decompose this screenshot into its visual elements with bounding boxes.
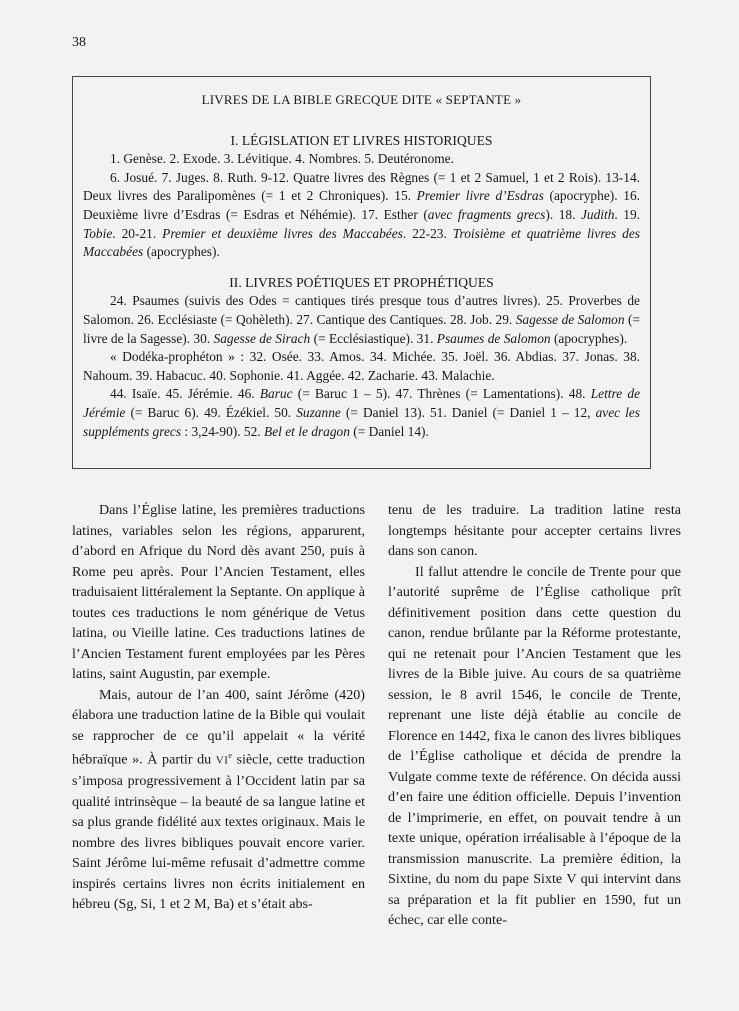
book-list-paragraph: 6. Josué. 7. Juges. 8. Ruth. 9-12. Quatre livres des Règnes (= 1 et 2 Samuel, 1 et 2 Rois). 13-14. Deux livres des Paralipomènes (= 1 et 2 Chroniques). 15. Premier livre d’Esdras (apocryphe). 16. Deuxième livre d’Esdras (= Esdras et Néhémie). 17. Esther (avec fragments grecs). 18. Judith. 19. Tobie. 20-21. Premier et deuxième livres des Maccabées. 22-23. Troisième et quatrième livres des Maccabées (apocryphes). xyxy=(83,169,641,260)
book-list-paragraph: 1. Genèse. 2. Exode. 3. Lévitique. 4. Nombres. 5. Deutéronome. xyxy=(110,151,454,167)
page-number: 38 xyxy=(72,35,86,50)
box-title: LIVRES DE LA BIBLE GRECQUE DITE « SEPTANTE » xyxy=(201,92,522,107)
septante-book-list-box xyxy=(72,76,651,469)
body-paragraph: Il fallut attendre le concile de Trente pour que l’autorité suprême de l’Église catholique prît définitivement position dans cette question du canon, rendue brûlante par la Réforme protestante, qui ne retenait pour l’Ancien Testament que les livres de la Bible juive. Au cours de sa quatrième session, le 8 avril 1546, le concile de Trente, reprenant une liste déjà établie au concile de Florence en 1442, fixa le canon des livres bibliques de l’Église catholique et décida de prendre la Vulgate comme texte de référence. On décida aussi d’en faire une édition officielle. Depuis l’invention de l’imprimerie, en effet, on pouvait tendre à un texte unique, opération irréalisable à l’époque de la transmission manuscrite. La première édition, la Sixtine, du nom du pape Sixte V qui intervint dans sa préparation et la fit publier en 1590, fut un échec, car elle conte- xyxy=(388,563,681,928)
section-title-legislation: I. LÉGISLATION ET LIVRES HISTORIQUES xyxy=(230,132,493,148)
book-list-paragraph: « Dodéka-prophéton » : 32. Osée. 33. Amos. 34. Michée. 35. Joël. 36. Abdias. 37. Jonas. 38. Nahoum. 39. Habacuc. 40. Sophonie. 41. Aggée. 42. Zacharie. 43. Malachie. xyxy=(83,349,640,383)
body-paragraph: Mais, autour de l’an 400, saint Jérôme (420) élabora une traduction latine de la Bible qui voulait se rapprocher de ce qu’il appelait « la vérité hébraïque ». À partir du VIe siècle, cette traduction s’imposa progressivement à l’Occident latin par sa qualité intrinsèque – la beauté de sa langue latine et sa plus grande fidélité aux textes originaux. Mais le nombre des livres bibliques pouvait encore varier. Saint Jérôme lui-même refusait d’admettre comme inspirés certains livres non écrits initialement en hébreu (Sg, Si, 1 et 2 M, Ba) et s’était abs- xyxy=(72,686,366,913)
book-list-paragraph: 44. Isaïe. 45. Jérémie. 46. Baruc (= Baruc 1 – 5). 47. Thrènes (= Lamentations). 48. Lettre de Jérémie (= Baruc 6). 49. Ézékiel. 50. Suzanne (= Daniel 13). 51. Daniel (= Daniel 1 – 12, avec les suppléments grecs : 3,24-90). 52. Bel et le dragon (= Daniel 14). xyxy=(83,386,641,439)
left-column-text xyxy=(72,500,365,915)
section-title-poetic-prophetic: II. LIVRES POÉTIQUES ET PROPHÉTIQUES xyxy=(229,274,494,290)
right-column-text xyxy=(388,500,681,931)
body-paragraph: tenu de les traduire. La tradition latine resta longtemps hésitante pour accepter certains livres dans son canon. xyxy=(388,502,681,559)
body-paragraph: Dans l’Église latine, les premières traductions latines, variables selon les régions, apparurent, d’abord en Afrique du Nord dès avant 250, puis à Rome peu après. Pour l’Ancien Testament, elles traduisaient littéralement la Septante. On applique à toutes ces traductions le nom générique de Vetus latina, ou Vieille latine. Ces traductions latines de l’Ancien Testament furent employées par les Pères latins, saint Augustin, par exemple. xyxy=(72,502,365,682)
book-list-paragraph: 24. Psaumes (suivis des Odes = cantiques tirés presque tous d’autres livres). 25. Proverbes de Salomon. 26. Ecclésiaste (= Qohèleth). 27. Cantique des Cantiques. 28. Job. 29. Sagesse de Salomon (= livre de la Sagesse). 30. Sagesse de Sirach (= Ecclésiastique). 31. Psaumes de Salomon (apocryphes). xyxy=(83,293,641,346)
